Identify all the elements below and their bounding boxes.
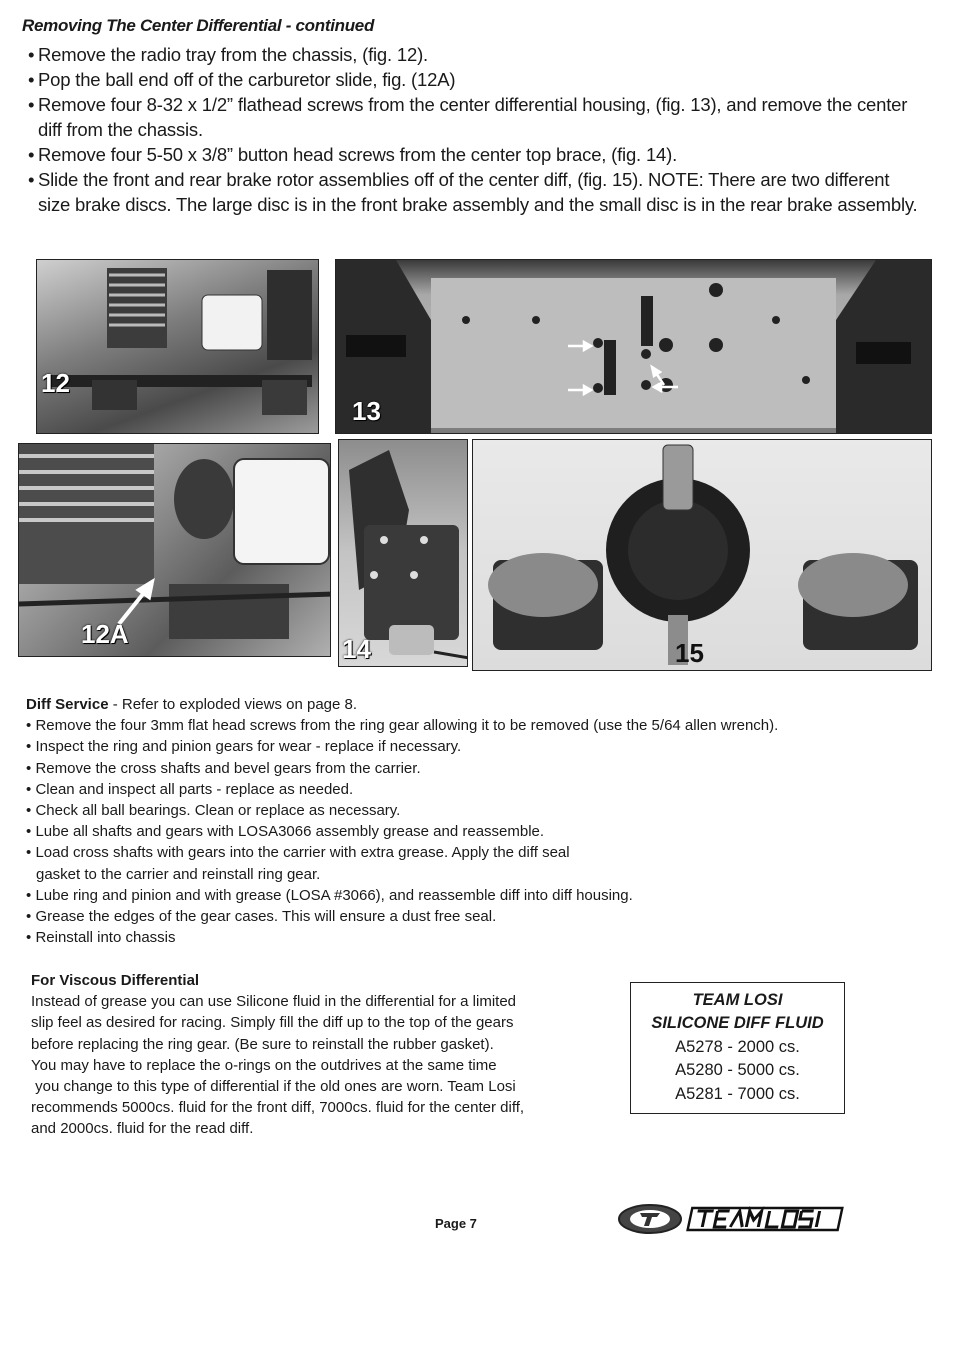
fluid-item: A5281 - 7000 cs. [675,1084,800,1103]
step-text: Remove the radio tray from the chassis, (fig. 12). [38,44,428,65]
diff-service-list [26,715,906,948]
bullet: • [28,69,35,90]
step-text: Slide the front and rear brake rotor assemblies off of the center diff, (fig. 15). NOTE: There are two different size brake discs. The large disc is in the front brake assembly and the small disc is in the rear brake assembly. [38,169,918,215]
fluid-item: A5278 - 2000 cs. [675,1037,800,1056]
bullet: • [28,144,35,165]
viscous-line: and 2000cs. fluid for the read diff. [31,1120,254,1138]
carburetor-illustration [19,444,331,657]
fluid-item: A5280 - 5000 cs. [675,1061,800,1080]
step-text: Remove four 5-50 x 3/8” button head screws from the center top brace, (fig. 14). [38,144,678,165]
fluid-box-title-1: TEAM LOSI [692,991,783,1009]
list-item [26,885,906,906]
diff-service-title: Diff Service [26,696,109,713]
bullet: • [26,802,32,820]
bullet: • [26,929,32,947]
figure-12a-label: 12A [81,619,129,649]
list-item-text: Remove the four 3mm flat head screws from the ring gear allowing it to be removed (use the 5/64 allen wrench). [35,717,779,735]
bullet: • [28,44,35,65]
list-item-text: Clean and inspect all parts - replace as needed. [35,780,354,798]
diff-service-section [26,694,906,948]
figure-14-photo [338,439,468,667]
removal-steps-list [24,42,924,217]
figure-15-label: 15 [675,638,704,668]
list-item-text: Inspect the ring and pinion gears for wear - replace if necessary. [35,738,462,756]
bullet: • [28,94,35,115]
list-item-text: Remove the cross shafts and bevel gears from the carrier. [35,759,421,777]
diff-service-subtitle: - Refer to exploded views on page 8. [108,696,358,713]
figure-12-photo [36,259,319,434]
step-item [24,67,924,92]
bullet: • [26,844,32,862]
list-item-text: Grease the edges of the gear cases. This will ensure a dust free seal. [35,908,497,926]
viscous-title: For Viscous Differential [31,972,200,989]
list-item-text: Lube ring and pinion and with grease (LOSA #3066), and reassemble diff into diff housing. [35,886,633,904]
chassis-plate-illustration [336,260,932,434]
list-item [26,715,906,736]
viscous-line: recommends 5000cs. fluid for the front diff, 7000cs. fluid for the center diff, [31,1099,525,1117]
bullet: • [26,908,32,926]
list-item-text: Lube all shafts and gears with LOSA3066 assembly grease and reassemble. [35,823,545,841]
list-item [26,779,906,800]
fluid-box-title-2: SILICONE DIFF FLUID [651,1014,824,1033]
bullet: • [26,823,32,841]
diff-and-brake-assemblies-illustration [473,440,932,671]
figure-13-label: 13 [352,396,381,426]
viscous-line: you change to this type of differential if the old ones are worn. Team Losi [31,1078,516,1096]
bullet: • [26,780,32,798]
list-item [26,927,906,948]
figure-12a-photo [18,443,331,657]
figure-13-photo [335,259,932,434]
bullet: • [26,738,32,756]
step-item [24,167,924,217]
step-text: Remove four 8-32 x 1/2” flathead screws from the center differential housing, (fig. 13), and remove the center diff from the chassis. [38,94,908,140]
list-item [26,800,906,821]
figure-12-label: 12 [41,368,70,398]
list-item-text: Reinstall into chassis [35,929,176,947]
viscous-line: before replacing the ring gear. (Be sure to reinstall the rubber gasket). [31,1035,494,1053]
figure-14-label: 14 [342,634,371,664]
list-item [26,758,906,779]
list-item [26,736,906,757]
step-item [24,92,924,142]
silicone-fluid-box [630,982,845,1114]
bullet: • [26,759,32,777]
step-item [24,142,924,167]
bullet: • [26,886,32,904]
team-losi-logo [616,1200,846,1243]
list-item [26,821,906,842]
list-item-text: Load cross shafts with gears into the carrier with extra grease. Apply the diff seal gasket to the carrier and reinstall ring gear. [35,844,570,883]
viscous-line: Instead of grease you can use Silicone fluid in the differential for a limited [31,993,517,1011]
page-number: Page 7 [435,1216,477,1231]
engine-chassis-illustration [37,260,319,434]
step-text: Pop the ball end off of the carburetor slide, fig. (12A) [38,69,456,90]
figure-15-photo [472,439,932,671]
list-item-text: Check all ball bearings. Clean or replace as necessary. [35,802,401,820]
section-heading: Removing The Center Differential - continued [22,16,375,35]
bullet: • [26,717,32,735]
team-losi-logo-icon [616,1200,846,1238]
bullet: • [28,169,35,190]
center-brace-illustration [339,440,468,667]
list-item [26,842,606,884]
viscous-line: slip feel as desired for racing. Simply fill the diff up to the top of the gears [31,1014,514,1032]
diff-service-title-line [26,694,906,715]
step-item [24,42,924,67]
viscous-line: You may have to replace the o-rings on the outdrives at the same time [31,1056,497,1074]
viscous-differential-section [31,970,591,1140]
list-item [26,906,906,927]
